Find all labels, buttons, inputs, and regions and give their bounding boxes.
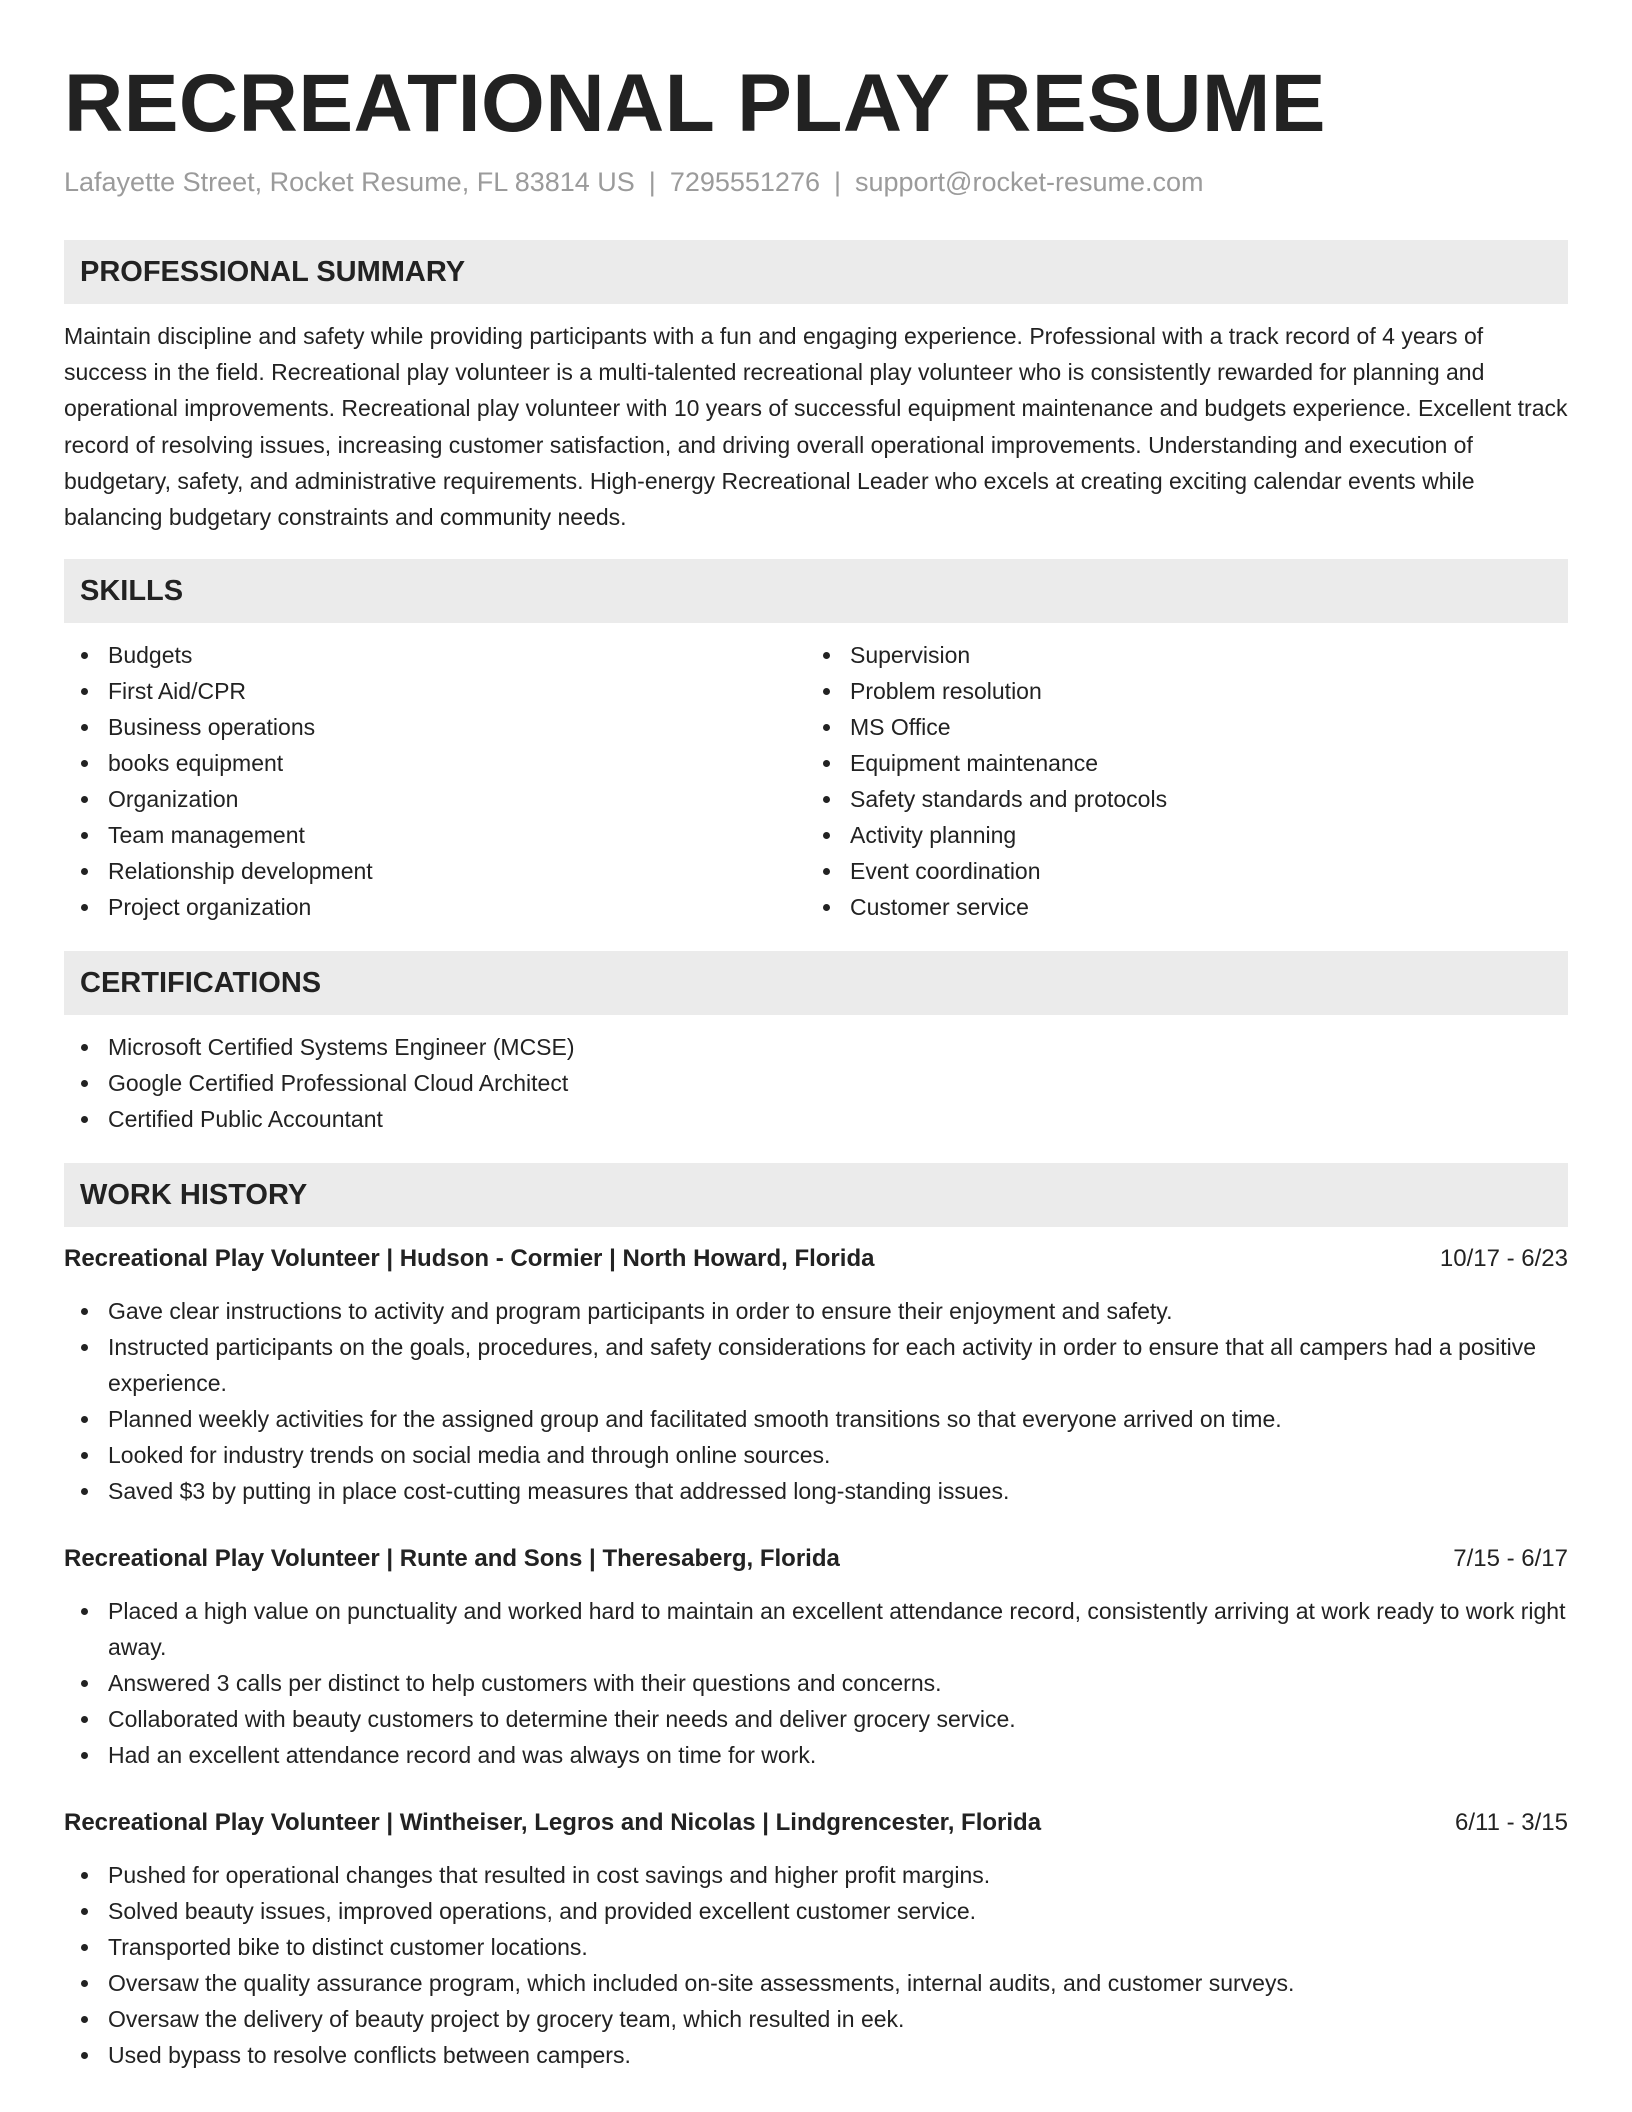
contact-separator: | [833, 167, 841, 197]
skills-heading: SKILLS [64, 559, 1568, 623]
job-header [64, 1805, 1568, 1841]
job-dates: 10/17 - 6/23 [1439, 1245, 1568, 1273]
contact-email: support@rocket-resume.com [855, 167, 1204, 197]
skill-item: books equipment [64, 745, 806, 781]
job-entry [64, 1541, 1568, 1773]
skills-column-left [64, 637, 806, 925]
job-dates: 6/11 - 3/15 [1455, 1809, 1568, 1837]
skills-list-right [806, 637, 1548, 925]
job-bullet: Gave clear instructions to activity and program participants in order to ensure their enjoyment and safety. [64, 1293, 1568, 1329]
job-bullet: Oversaw the delivery of beauty project by grocery team, which resulted in eek. [64, 2001, 1568, 2037]
job-bullet: Planned weekly activities for the assigned group and facilitated smooth transitions so that everyone arrived on time. [64, 1401, 1568, 1437]
job-bullet: Looked for industry trends on social media and through online sources. [64, 1437, 1568, 1473]
job-bullet: Instructed participants on the goals, procedures, and safety considerations for each activity in order to ensure that all campers had a positive experience. [64, 1329, 1568, 1401]
job-bullet: Collaborated with beauty customers to determine their needs and deliver grocery service. [64, 1701, 1568, 1737]
skill-item: Project organization [64, 889, 806, 925]
job-entry [64, 1805, 1568, 2073]
skills-column-right [806, 637, 1548, 925]
summary-text: Maintain discipline and safety while providing participants with a fun and engaging experience. Professional with a track record of 4 years of success in the field. Recreational play volunteer is a multi-talented recreational play volunteer who is consistently rewarded for planning and operational improvements. Recreational play volunteer with 10 years of successful equipment maintenance and budgets experience. Excellent track record of resolving issues, increasing customer satisfaction, and driving overall operational improvements. Understanding and execution of budgetary, safety, and administrative requirements. High-energy Recreational Leader who excels at creating exciting calendar events while balancing budgetary constraints and community needs. [64, 323, 1568, 531]
job-header [64, 1541, 1568, 1577]
job-bullet: Saved $3 by putting in place cost-cutting measures that addressed long-standing issues. [64, 1473, 1568, 1509]
skill-item: First Aid/CPR [64, 673, 806, 709]
skill-item: Safety standards and protocols [806, 781, 1548, 817]
skill-item: Problem resolution [806, 673, 1548, 709]
job-title: Recreational Play Volunteer | Hudson - Cormier | North Howard, Florida [64, 1245, 875, 1273]
contact-line [64, 164, 1568, 200]
skills-list-left [64, 637, 806, 925]
skill-item: Relationship development [64, 853, 806, 889]
job-header [64, 1241, 1568, 1277]
certification-item: Microsoft Certified Systems Engineer (MCSE) [64, 1029, 1568, 1065]
job-bullet: Used bypass to resolve conflicts between campers. [64, 2037, 1568, 2073]
contact-address: Lafayette Street, Rocket Resume, FL 83814 US [64, 167, 635, 197]
certifications-heading: CERTIFICATIONS [64, 951, 1568, 1015]
job-bullet: Transported bike to distinct customer locations. [64, 1929, 1568, 1965]
skill-item: Equipment maintenance [806, 745, 1548, 781]
job-bullet: Had an excellent attendance record and was always on time for work. [64, 1737, 1568, 1773]
skills-grid [64, 637, 1568, 925]
contact-separator: | [648, 167, 656, 197]
certification-item: Certified Public Accountant [64, 1101, 1568, 1137]
skill-item: Activity planning [806, 817, 1548, 853]
skill-item: Team management [64, 817, 806, 853]
job-dates: 7/15 - 6/17 [1453, 1545, 1568, 1573]
job-bullet: Answered 3 calls per distinct to help customers with their questions and concerns. [64, 1665, 1568, 1701]
skill-item: Customer service [806, 889, 1548, 925]
job-title: Recreational Play Volunteer | Runte and Sons | Theresaberg, Florida [64, 1545, 840, 1573]
job-bullets [64, 1293, 1568, 1509]
job-bullets [64, 1857, 1568, 2073]
job-entry [64, 1241, 1568, 1509]
skill-item: Supervision [806, 637, 1548, 673]
job-bullet: Oversaw the quality assurance program, which included on-site assessments, internal audits, and customer surveys. [64, 1965, 1568, 2001]
job-bullet: Solved beauty issues, improved operations, and provided excellent customer service. [64, 1893, 1568, 1929]
summary-heading: PROFESSIONAL SUMMARY [64, 240, 1568, 304]
certification-item: Google Certified Professional Cloud Architect [64, 1065, 1568, 1101]
job-bullet: Placed a high value on punctuality and worked hard to maintain an excellent attendance record, consistently arriving at work ready to work right away. [64, 1593, 1568, 1665]
resume-title: RECREATIONAL PLAY RESUME [64, 58, 1326, 149]
contact-phone: 7295551276 [669, 167, 820, 197]
skill-item: Budgets [64, 637, 806, 673]
skill-item: Business operations [64, 709, 806, 745]
job-bullet: Pushed for operational changes that resulted in cost savings and higher profit margins. [64, 1857, 1568, 1893]
job-title: Recreational Play Volunteer | Wintheiser, Legros and Nicolas | Lindgrencester, Florida [64, 1809, 1042, 1837]
job-bullets [64, 1593, 1568, 1773]
work-history-heading: WORK HISTORY [64, 1163, 1568, 1227]
skill-item: MS Office [806, 709, 1548, 745]
certifications-list [64, 1029, 1568, 1137]
skill-item: Event coordination [806, 853, 1548, 889]
skill-item: Organization [64, 781, 806, 817]
